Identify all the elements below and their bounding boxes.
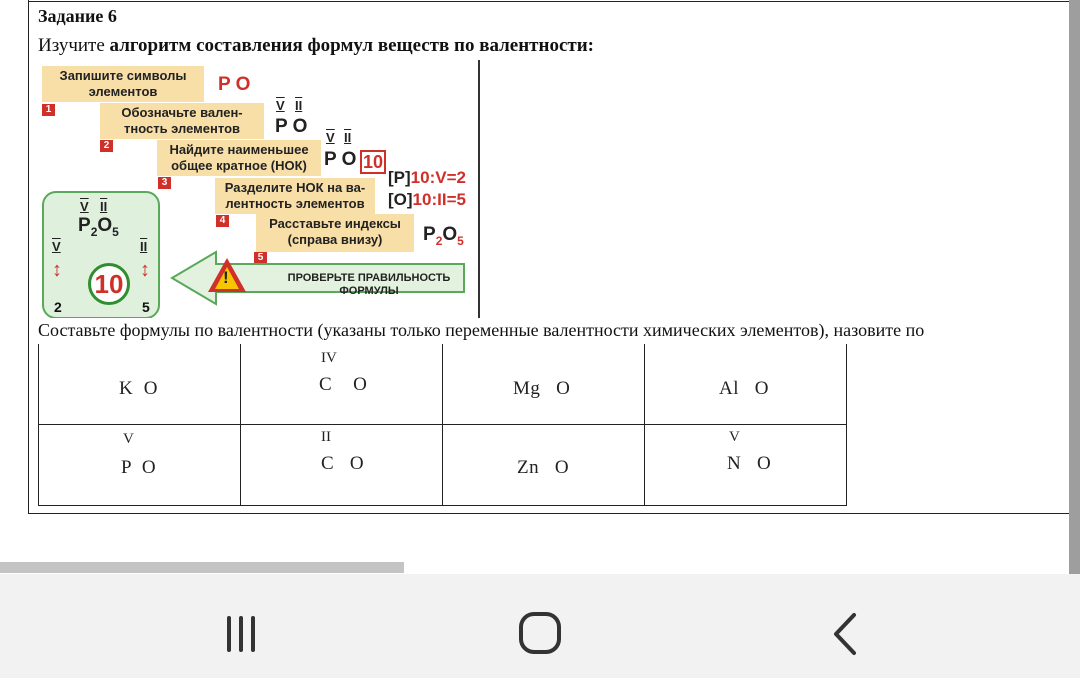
step-3-number: 3 (158, 177, 171, 189)
step-4-box: Разделите НОК на ва-лентность элементов (215, 178, 375, 214)
step-1-box: Запишите символы элементов (42, 66, 204, 102)
table-row (39, 344, 847, 425)
cell-formula: C O (321, 453, 365, 474)
cell-formula: K O (119, 378, 158, 399)
check-right-arrow: ↕ (140, 259, 150, 281)
step-5-formula: $P_2O_5$ (423, 224, 464, 248)
table-cell[interactable] (241, 425, 443, 506)
check-lcm-circle: 10 (88, 263, 130, 305)
home-button[interactable] (513, 610, 569, 658)
cell-valence: II (321, 429, 331, 445)
step-3-valence-o: II (344, 130, 352, 145)
cell-formula: Zn O (517, 457, 570, 478)
cell-valence: V (729, 429, 740, 445)
step-2-valence-p: V (276, 98, 285, 113)
cell-formula: Al O (719, 378, 769, 399)
step-2-formula: P O (275, 116, 308, 137)
table-cell[interactable] (39, 344, 241, 425)
cell-formula: P O (121, 457, 157, 478)
check-valence-o: II (100, 199, 108, 214)
table-cell[interactable] (645, 344, 847, 425)
step-3-formula: P O (324, 149, 357, 170)
table-cell[interactable] (39, 425, 241, 506)
step-2-valence-o: II (295, 98, 303, 113)
step-5-box: Расставьте индексы (справа внизу) (256, 214, 414, 252)
task-intro: Изучите алгоритм составления формул веществ по валентности: (38, 35, 594, 56)
vertical-scrollbar[interactable] (1069, 0, 1080, 574)
check-left-valence: V (52, 239, 61, 254)
check-left-arrow: ↕ (52, 259, 62, 281)
step-1-number: 1 (42, 104, 55, 116)
step-3-valence-p: V (326, 130, 335, 145)
home-icon (517, 611, 565, 657)
check-box (42, 191, 160, 318)
table-row (39, 425, 847, 506)
recent-apps-icon (217, 614, 261, 654)
check-valence-p: V (80, 199, 89, 214)
table-bottom-border (28, 513, 1070, 514)
step-5-number: 5 (254, 252, 267, 264)
cell-formula: N O (727, 453, 772, 474)
algorithm-image (38, 60, 480, 318)
ratio-p: [P]10:V=2 (388, 168, 466, 187)
recent-apps-button[interactable] (211, 610, 267, 658)
step-3-box: Найдите наименьшее общее кратное (НОК) (157, 140, 321, 176)
check-text: ПРОВЕРЬТЕ ПРАВИЛЬНОСТЬ ФОРМУЛЫ (287, 272, 451, 297)
warning-mark: ! (223, 268, 229, 287)
back-button[interactable] (816, 610, 872, 658)
step-4-number: 4 (216, 215, 229, 227)
valence-table (38, 344, 847, 506)
table-cell[interactable] (241, 344, 443, 425)
android-navigation-bar (0, 574, 1080, 678)
image-right-border (478, 60, 480, 318)
cell-valence: V (123, 431, 134, 447)
table-cell[interactable] (645, 425, 847, 506)
task-intro-bold: алгоритм составления формул веществ по валентности: (109, 35, 594, 56)
cell-valence: IV (321, 350, 337, 366)
table-cell[interactable] (443, 425, 645, 506)
check-right-valence: II (140, 239, 148, 254)
step-2-box: Обозначьте вален-тность элементов (100, 103, 264, 139)
table-cell[interactable] (443, 344, 645, 425)
task-instruction: Составьте формулы по валентности (указаны только переменные валентности химических элементов), назовите по (38, 320, 925, 340)
step-2-number: 2 (100, 140, 113, 152)
cell-formula: C O (319, 374, 368, 395)
check-left-number: 2 (54, 299, 62, 315)
horizontal-scrollbar[interactable] (0, 562, 404, 573)
ratio-o: [O]10:II=5 (388, 190, 466, 209)
step-1-formula: P O (218, 74, 251, 95)
cell-formula: Mg O (513, 378, 571, 399)
table-left-border (28, 0, 29, 514)
check-right-number: 5 (142, 299, 150, 315)
lcm-box: 10 (360, 150, 386, 174)
task-title: Задание 6 (38, 6, 117, 26)
table-top-border (28, 1, 1070, 2)
back-icon (824, 611, 864, 657)
check-formula: $P_2O_5$ (78, 215, 119, 239)
